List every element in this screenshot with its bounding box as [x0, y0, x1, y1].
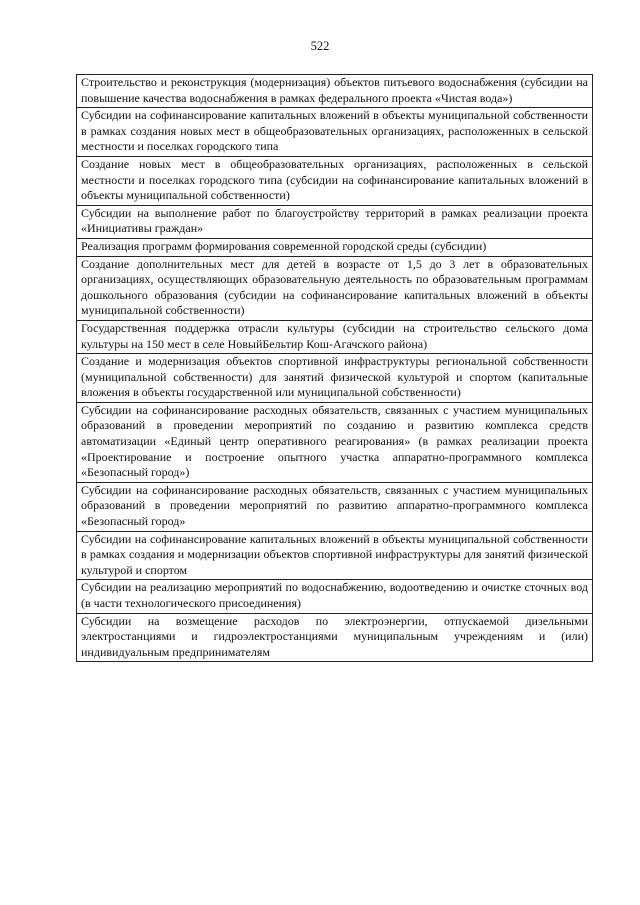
table-row	[77, 205, 593, 238]
table-cell: Субсидии на софинансирование капитальных вложений в объекты муниципальной собственности в рамках создания новых мест в общеобразовательных организациях, расположенных в сельской местности и поселках городского типа	[77, 108, 593, 157]
table-row	[77, 156, 593, 205]
table-cell: Субсидии на выполнение работ по благоустройству территорий в рамках реализации проекта «Инициативы граждан»	[77, 205, 593, 238]
table-cell: Субсидии на софинансирование капитальных вложений в объекты муниципальной собственности в рамках создания и модернизации объектов спортивной инфраструктуры для занятий физической культурой и спортом	[77, 531, 593, 580]
table-cell: Субсидии на софинансирование расходных обязательств, связанных с участием муниципальных образований в проведении мероприятий по созданию и развитию комплекса средств автоматизации «Единый центр оперативного реагирования» (в рамках реализации проекта «Проектирование и построение опытного участка аппаратно-программного комплекса «Безопасный город»)	[77, 402, 593, 482]
table-cell: Субсидии на софинансирование расходных обязательств, связанных с участием муниципальных образований в проведении мероприятий по развитию аппаратно-программного комплекса «Безопасный город»	[77, 482, 593, 531]
subsidy-table	[76, 74, 593, 662]
table-row	[77, 531, 593, 580]
table-cell: Создание и модернизация объектов спортивной инфраструктуры региональной собственности (муниципальной собственности) для занятий физической культурой и спортом (капитальные вложения в объекты государственной или муниципальной собственности)	[77, 354, 593, 403]
page-number: 522	[310, 39, 330, 53]
table-cell: Строительство и реконструкция (модернизация) объектов питьевого водоснабжения (субсидии на повышение качества водоснабжения в рамках федерального проекта «Чистая вода»)	[77, 75, 593, 108]
table-cell: Реализация программ формирования современной городской среды (субсидии)	[77, 238, 593, 256]
table-row	[77, 402, 593, 482]
table-cell: Субсидии на возмещение расходов по электроэнергии, отпускаемой дизельными электростанциями и гидроэлектростанциями муниципальным учреждениям и (или) индивидуальным предпринимателям	[77, 613, 593, 662]
table-row	[77, 354, 593, 403]
table-row	[77, 75, 593, 108]
table-row	[77, 108, 593, 157]
table-row	[77, 580, 593, 613]
table-row	[77, 613, 593, 662]
table-row	[77, 320, 593, 353]
table-row	[77, 482, 593, 531]
table-cell: Создание новых мест в общеобразовательных организациях, расположенных в сельской местности и поселках городского типа (субсидии на софинансирование капитальных вложений в объекты муниципальной собственности)	[77, 156, 593, 205]
table-cell: Субсидии на реализацию мероприятий по водоснабжению, водоотведению и очистке сточных вод (в части технологического присоединения)	[77, 580, 593, 613]
table-cell: Создание дополнительных мест для детей в возрасте от 1,5 до 3 лет в образовательных организациях, осуществляющих образовательную деятельность по образовательным программам дошкольного образования (субсидии на софинансирование капитальных вложений в объекты муниципальной собственности)	[77, 256, 593, 320]
table-row	[77, 238, 593, 256]
table-cell: Государственная поддержка отрасли культуры (субсидии на строительство сельского дома культуры на 150 мест в селе НовыйБельтир Кош-Агачского района)	[77, 320, 593, 353]
table-row	[77, 256, 593, 320]
